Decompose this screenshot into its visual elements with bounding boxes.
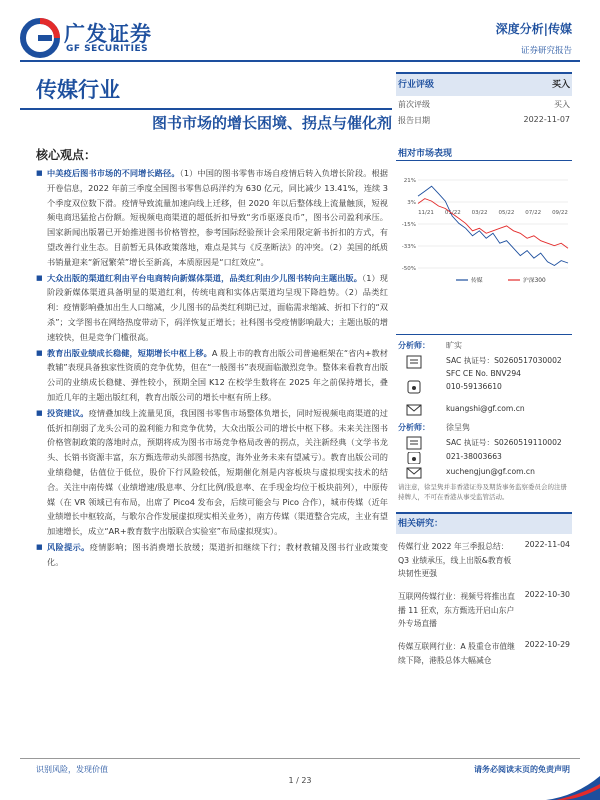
chart-legend-label: 传媒	[471, 278, 483, 284]
prev-rating-label: 前次评级	[398, 100, 430, 109]
chart-y-tick-label: 21%	[403, 178, 416, 184]
email-icon	[406, 404, 422, 416]
phone-icon	[406, 380, 422, 394]
analyst-name: 徐呈隽	[446, 423, 470, 432]
paragraph-text: 疫情影响；图书消费增长放缓；渠道折扣继续下行；教材教辅及图书行业政策变化。	[47, 541, 388, 567]
paragraph	[36, 166, 388, 270]
analyst-phone: 021-38003663	[446, 452, 502, 461]
chart-y-tick-label: -50%	[401, 266, 416, 272]
rating-label: 行业评级	[398, 80, 435, 90]
related-item[interactable]: 互联网传媒行业：视频号将推出直播 11 狂欢，东方甄选开启山东户外专场直播	[398, 592, 515, 629]
related-research-title: 相关研究：	[398, 519, 444, 529]
paragraph	[36, 540, 388, 570]
analyst-divider	[396, 334, 572, 335]
gf-logo-icon	[20, 18, 60, 58]
logo-text-cn: 广发证券	[64, 22, 152, 46]
corner-decoration-icon	[546, 770, 600, 800]
report-type: 深度分析|传媒	[495, 22, 572, 36]
footer-divider	[20, 758, 580, 759]
chart-x-tick-label: 09/22	[552, 210, 568, 216]
report-title: 图书市场的增长困境、拐点与催化剂	[151, 114, 392, 132]
analyst-disclaimer: 请注意，徐呈隽并非香港证券及期货事务监察委员会的注册持牌人，不可在香港从事受监管活动。	[398, 483, 567, 501]
analyst-sac: SAC 执证号：S0260519110002	[446, 438, 562, 447]
chart-x-tick-label: 03/22	[471, 210, 488, 216]
page-number: 1 / 23	[288, 776, 312, 785]
relative-performance-chart	[396, 172, 572, 288]
paragraph-lead: 中美疫后图书市场的不同增长路径。	[47, 168, 180, 178]
industry-name: 传媒行业	[36, 78, 120, 102]
header-divider	[20, 60, 580, 62]
related-item-date: 2022-10-29	[524, 640, 570, 649]
related-item[interactable]: 传媒互联网行业：A 股重仓市值继续下降，港股总体大幅减仓	[398, 642, 515, 665]
analyst-sac: SAC 执证号：S0260517030002	[446, 356, 562, 365]
chart-y-tick-label: -15%	[401, 222, 416, 228]
report-subtype: 证券研究报告	[520, 46, 572, 56]
paragraph	[36, 406, 388, 539]
chart-y-tick-label: -33%	[401, 244, 416, 250]
report-date-label: 报告日期	[398, 116, 430, 125]
related-item-date: 2022-10-30	[524, 590, 570, 599]
chart-x-tick-label: 11/21	[418, 210, 434, 216]
footer-slogan: 识别风险，发现价值	[36, 765, 108, 774]
prev-rating-value: 买入	[554, 100, 570, 109]
core-views-heading: 核心观点：	[36, 148, 97, 162]
paragraph	[36, 346, 388, 405]
paragraph-text: （1）中国的图书零售市场自疫情后转入负增长阶段。根据开卷信息，2022 年前三季度全国图书零售总码洋约为 630 亿元，同比减少 13.41%，连续 3 个季度双位数下滑。疫情导致流量加速向线上迁移，但 2020 年以后整体线上流量触顶，短视频电商迅猛抢占份额。短视频电商渠道的超低折扣导致“劣币驱逐良币”，图书公司盈利承压。国家新闻出版署已开始推进图书价格管控，参考国际经验预计会采用限定新书折扣的方式，有望改善行业生态。目前暂无具体政策落地，难点是其与《反垄断法》的冲突。（2）美国的纸质书销量迎来“新冠繁荣”增长至新高，本质原因是“口红效应”。	[47, 168, 388, 267]
related-item[interactable]: 传媒行业 2022 年三季报总结：Q3 业绩承压，线上出版&教育板块韧性更强	[398, 542, 512, 579]
analyst-name: 旷实	[446, 341, 462, 350]
chart-x-tick-label: 05/22	[498, 210, 515, 216]
analyst-phone: 010-59136610	[446, 382, 502, 391]
chart-series-line	[418, 186, 568, 265]
phone-icon	[406, 452, 422, 464]
chart-x-tick-label: 01/22	[444, 210, 461, 216]
paragraph-text: 疫情叠加线上流量见顶，我国图书零售市场整体负增长，同时短视频电商渠道的过低折扣削弱了龙头公司的盈利能力和竞争优势，大众出版公司的增长中枢下移。未来关注图书价格管制政策的落地时点，预期将成为图书市场竞争格局改善的拐点，关注新经典（文学书龙头、长销书资源丰富，东方甄选带动头部图书热度，海外业务未来有望减亏）。教育出版公司的业绩稳健，估值位于低位，股价下行风险较低，短期催化剂是内容板块与虚拟现实技术的结合。关注中南传媒（业绩增速/股息率、分红比例/股息率、在手现金均位于板块前列），中原传媒（在 VR 领域已有布局，出席了 Pico4 发布会，后续可能会与 Pico 合作），城市传媒（近年业绩增长中枢较高，与歌尔合作发展虚拟现实相关业务），南方传媒（渠道整合完成，主业有望加速增长，成立“AR+教育数字出版联合实验室”布局虚拟现实）。	[47, 407, 388, 537]
email-icon	[406, 467, 422, 479]
chart-y-tick-label: 3%	[407, 200, 416, 206]
title-divider	[20, 108, 392, 110]
analyst-email[interactable]: kuangshi@gf.com.cn	[446, 404, 525, 413]
paragraph	[36, 271, 388, 345]
analyst-email[interactable]: xuchengjun@gf.com.cn	[446, 467, 535, 476]
market-performance-title: 相对市场表现	[398, 149, 453, 159]
id-card-icon	[406, 355, 422, 369]
paragraph-lead: 教育出版业绩成长稳健，短期增长中枢上移。	[47, 347, 212, 358]
core-views-body	[36, 166, 388, 571]
id-card-icon	[406, 436, 422, 450]
market-divider	[396, 160, 572, 161]
chart-legend-label: 沪深300	[523, 278, 546, 284]
rating-value: 买入	[551, 80, 570, 90]
paragraph-text: （1）现阶段新媒体渠道具备明显的渠道红利，传统电商和实体店渠道均呈现下降趋势。（2）品类红利：疫情影响叠加出生人口缩减，少儿图书的品类红利期已过，面临需求缩减、折扣下行的“双杀”；文学图书在网络热度带动下，码洋恢复正增长；社科图书受疫情影响最大；主题出版的增速较快，但是竞争门槛很高。	[47, 272, 388, 342]
report-date-value: 2022-11-07	[523, 115, 570, 124]
paragraph-text: A 股上市的教育出版公司普遍框架在“省内+教材教辅”表现具备独家性资质的竞争优势，但在“一般图书”表现面临激烈竞争。整体来看教育出版公司的业绩成长稳健、弹性较小，预期全国 K12 在校学生数将在 2025 年之前保持增长，叠加近几年的主题出版红利，教育出版公司的增长中枢有所上移。	[47, 347, 388, 402]
paragraph-lead: 风险提示。	[47, 541, 90, 552]
chart-series-line	[418, 199, 568, 249]
footer-disclaimer-note: 请务必阅读末页的免责声明	[474, 765, 570, 774]
logo-text-en: GF SECURITIES	[66, 44, 149, 54]
chart-x-tick-label: 07/22	[525, 210, 542, 216]
analyst-label: 分析师：	[398, 423, 430, 432]
paragraph-lead: 大众出版的渠道红利由平台电商转向新媒体渠道，品类红利由少儿图书转向主题出版。	[47, 272, 363, 283]
paragraph-lead: 投资建议。	[47, 407, 89, 418]
analyst-sfc: SFC CE No. BNV294	[446, 369, 522, 378]
analyst-label: 分析师：	[398, 341, 430, 350]
related-item-date: 2022-11-04	[524, 540, 570, 549]
